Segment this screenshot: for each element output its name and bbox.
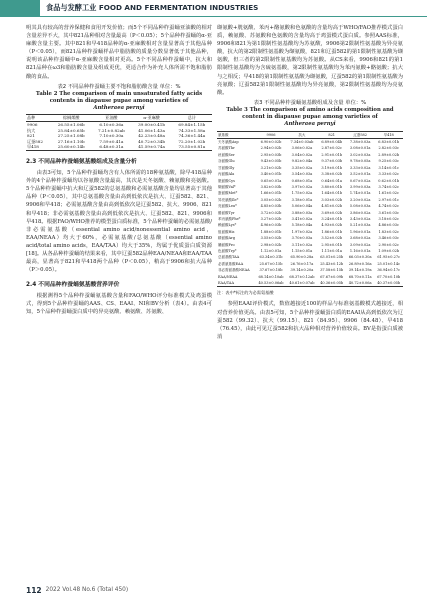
table-3-cell: 2.95±0.01b: [321, 242, 343, 247]
left-paragraph-1: 明其具有较高的营养保健和食用开发价值；而5个不同品种柞蚕蛹亚油酸的相对含量差异不大，其中821品种相对含量最高（P＜0.05）；5个品种柞蚕蛹的α-亚麻酸含量主要。其中821和早418品种的α-亚麻酸相对含量显著高于其他品种（P＜0.05），而821品种柞蚕蛹样品中脂肪酸的质量分数显著低于其他品种，说明该品种柞蚕蛹中α-亚麻酸含量相对更高。5个不同品种柞蚕蛹中，抗大和821品种在ω3和脂肪酸含量及组成更优，更适合作为补充人体所需不饱和脂肪酸的食品。: [26, 25, 212, 80]
table-3-cell: 3.46±0.03c: [378, 236, 399, 241]
table-3-cell: 9.82±0.04a: [291, 159, 313, 164]
table-3-cell: 3.97±0.02a: [291, 184, 313, 189]
table-2-cell: 39.00±0.41b: [138, 122, 165, 128]
table-3-cell: EAA/TAA: [217, 280, 256, 287]
table-2-header-cell: 亚油酸: [91, 115, 131, 122]
header-accent-block: [0, 0, 40, 17]
table-3-cell: 1.97±0.02a: [291, 229, 313, 234]
table-3-cell: 2.91±0.01b: [321, 152, 343, 157]
table-3-header-cell: 9906: [256, 131, 287, 138]
table-3-header-cell: 821: [317, 131, 346, 138]
table-2-cell: 7.10±0.30a: [99, 133, 124, 139]
left-paragraph-3: 根据测得5个品种柞蚕蛹氨基酸含量和FAO/WHO评分标准模式及鸡蛋模式，得到5个品种柞蚕蛹的AAS、CS、EAAI、NI和BV分析（表4）。由表4可知，5个品种柞蚕蛹蛋白质中的异亮氨酸、赖氨酸、苏氨酸、: [26, 293, 212, 316]
table-2-cell: 69.84±1.15b: [178, 122, 206, 128]
table-3-cell: 9.43±0.05b: [260, 159, 282, 164]
table-3-cell: 0.68±0.01a: [291, 178, 313, 183]
table-3-cell: 3.61±0.03c: [378, 210, 399, 215]
table-3-cell: 3.20±0.02a: [349, 197, 371, 202]
table-3-cell: 3.80±0.01b: [321, 184, 343, 189]
table-3-cell: 1.74±0.01a: [349, 191, 371, 196]
right-paragraph-1: 缬氨酸+胱氨酸、苯丙+酪氨酸和色氨酸的含量均高于WHO/FAO推荐模式蛋白质，赖氨酸、苏氨酸和色氨酸的含量均高于鸡蛋模式蛋白质。参照AAS标准，9906和821为第1限制性氨基酸均为苏氨酸，9906第2限制性氨基酸为异亮氨酸，抗大的第2限制性氨基酸为缬氨酸，821和辽蚕582的第1限制性氨基酸为缬氨酸，但三者的第2限制性氨基酸均为苏氨酸。从CS来看，9906和821的第1限制性氨基酸均为含硫氨基酸，第2限制性氨基酸均为苯丙氨酸+酪氨酸；抗大与之相反；早418的第1限制性氨基酸为缬氨酸，辽蚕582的第1限制性氨基酸为亮氨酸；辽蚕582第1限制性氨基酸均为异亮氨酸，第2限制性氨基酸均为亮氨酸。: [217, 25, 403, 96]
table-3-cell: 1.12±0.01a: [260, 248, 282, 253]
table-3-cell: 4.85±0.03b: [260, 204, 282, 209]
table-3-cell: 2.98±0.02b: [260, 242, 282, 247]
table-3-cell: 40.61±0.07ab: [286, 280, 317, 287]
table-2-cell: 821: [27, 133, 35, 139]
table-2-cell: 辽蚕582: [27, 138, 44, 144]
table-3-cell: 40.36±0.05b: [317, 280, 346, 287]
table-2-cell: 27.16±1.10b: [57, 138, 85, 144]
table-2-cell: 7.59±0.41a: [99, 138, 124, 144]
table-3-cell: 0.65±0.01a: [260, 178, 282, 183]
table-3-header-cell: 氨基酸: [217, 131, 256, 138]
table-2: [26, 114, 212, 151]
table-3-cell: EAA/NEAA: [218, 274, 238, 279]
table-3-cell: 61.95±0.27c: [377, 255, 401, 260]
table-3-cell: 必需氨基酸EAA: [218, 261, 244, 266]
table-3-cell: 2.97±0.01c: [378, 197, 399, 202]
table-3-cell: 40.37±0.05b: [374, 280, 403, 287]
table-2-caption-en-line2: contents in diapause pupae among varieties of: [49, 98, 189, 105]
table-2-cell: 早418: [26, 144, 51, 150]
table-2-cell: 6.48±0.31a: [91, 144, 131, 150]
table-3-header-cell: 早418: [374, 131, 403, 138]
table-3-cell: 3.43±0.02a: [349, 216, 371, 221]
table-3-cell: 3.04±0.02a: [291, 152, 313, 157]
table-3-cell: 1.96±0.01a: [349, 229, 371, 234]
table-3-cell: 68.70±0.11a: [348, 274, 372, 279]
table-2-header-cell: α-亚麻酸: [131, 115, 171, 122]
table-2-cell: 41.06±1.43a: [138, 127, 165, 133]
table-3-cell: 3.86±0.02a: [349, 210, 371, 215]
table-3-row: [217, 139, 403, 146]
table-3-note: 注：表中*标注的为必需氨基酸: [217, 290, 274, 296]
table-3-cell: 5.18±0.04a: [291, 223, 313, 228]
table-3-row: [217, 280, 403, 287]
table-3-cell: 3.18±0.01a: [291, 197, 313, 202]
table-3-cell: 3.11±0.02a: [291, 242, 313, 247]
table-3-cell: 2.95±0.03b: [260, 152, 282, 157]
table-3-header-cell: 辽蚕582: [346, 131, 374, 138]
table-3-cell: 3.05±0.02b: [260, 197, 282, 202]
table-3-cell: 3.38±0.02b: [321, 172, 343, 177]
table-3-cell: 丙氨酸Ala: [218, 172, 235, 177]
table-3-cell: 6.90±0.02b: [260, 140, 282, 145]
table-3-caption-en-line2: content in diapause pupae among varieties of: [242, 114, 378, 121]
table-3-cell: 非必需氨基酸NEAA: [218, 268, 250, 273]
table-3-cell: 39.14±0.20a: [290, 268, 314, 273]
table-3-cell: 6.83±0.01b: [378, 140, 400, 145]
table-3-cell: 6.89±0.04b: [321, 140, 343, 145]
table-2-cell: 25.60±0.14b: [51, 144, 91, 150]
table-3-cell: 4.74±0.02c: [378, 204, 399, 209]
table-3-cell: 异亮氨酸Ile*: [218, 197, 239, 202]
table-3-cell: 1.15±0.01a: [291, 248, 313, 253]
table-3-cell: 1.86±0.01b: [321, 229, 343, 234]
table-2-row: [26, 144, 212, 150]
table-3-cell: 脯氨酸Pro: [218, 242, 235, 247]
table-2-cell: 抗大: [27, 127, 36, 133]
table-3-cell: 2.89±0.02b: [378, 152, 400, 157]
table-3-cell: 总氨基酸TAA: [218, 255, 240, 260]
table-3-cell: 3.35±0.02a: [291, 165, 313, 170]
table-3-cell: 40.53±0.06ab: [256, 280, 287, 287]
table-3-cell: 谷氨酸Glu: [218, 159, 235, 164]
table-3-cell: 3.18±0.02c: [378, 216, 399, 221]
issue-info: 2022 Vol.48 No.6 (Total 450): [45, 587, 129, 593]
table-3-cell: 缬氨酸Val*: [218, 184, 236, 189]
table-3-cell: 精氨酸Arg: [218, 236, 235, 241]
table-3-cell: 67.67±0.09b: [320, 274, 344, 279]
table-3-cell: 39.14±0.19a: [348, 268, 372, 273]
table-2-cell: 40.72±0.34b: [138, 138, 165, 144]
table-3-cell: 1.88±0.01b: [260, 229, 282, 234]
table-3-cell: 2.82±0.03c: [378, 146, 399, 151]
table-3-caption-species: Antheraea pernyi: [284, 121, 336, 128]
table-3-cell: 3.40±0.01b: [260, 172, 282, 177]
table-3-cell: 66.03±0.30a: [348, 255, 372, 260]
table-3-cell: 9.37±0.03b: [321, 159, 343, 164]
table-3-cell: 25.43±0.12b: [320, 261, 344, 266]
table-3-cell: 5.06±0.04a: [291, 204, 313, 209]
table-3-cell: 3.88±0.03a: [291, 210, 313, 215]
table-2-cell: 74.33±1.58a: [178, 127, 206, 133]
table-3-cell: 68.37±0.12ab: [289, 274, 315, 279]
section-2-4-heading: 2.4 不同品种柞蚕蛹氨基酸营养评价: [26, 282, 120, 289]
table-3-cell: 37.67±0.18b: [259, 268, 283, 273]
table-3-cell: 3.52±0.02b: [321, 236, 343, 241]
table-3-cell: 7.38±0.03a: [349, 140, 371, 145]
table-3-cell: 3.24±0.01b: [321, 216, 343, 221]
table-3-cell: 9.25±0.03c: [378, 159, 399, 164]
table-3-cell: 3.82±0.03b: [260, 184, 282, 189]
table-3-cell: 赖氨酸Lys*: [218, 223, 237, 228]
table-3-cell: 组氨酸His: [218, 229, 235, 234]
table-3-cell: 3.33±0.02c: [378, 172, 399, 177]
table-3-cell: 1.64±0.01b: [321, 191, 343, 196]
table-3: [217, 131, 403, 288]
table-3-header-cell: 抗大: [286, 131, 317, 138]
table-2-cell: 42.23±0.48a: [138, 133, 165, 139]
table-3-cell: 3.14±0.01c: [378, 165, 399, 170]
table-2-caption-species: Antheraea pernyi: [93, 105, 145, 112]
table-3-cell: 1.09±0.02b: [378, 248, 400, 253]
journal-title: 食品与发酵工业 FOOD AND FERMENTATION INDUSTRIES: [46, 3, 259, 12]
table-3-cell: 3.08±0.01a: [349, 146, 371, 151]
section-2-3-heading: 2.3 不同品种柞蚕蛹氨基酸组成及含量分析: [26, 159, 137, 166]
table-3-cell: 苯丙氨酸Phe*: [218, 216, 241, 221]
journal-header: [0, 0, 427, 17]
right-paragraph-2: 参照EAAI评价模式，数值越接近100的样品与标准氨基酸模式越接近，相对营养价值更高。由表5可知，5个品种柞蚕蛹蛋白质的EAAI从高到低依次为辽蚕582（99.32）、抗大（99.15）、821（84.95）、9906（84.48）、早418（76.45），由此可见辽蚕582和抗大品种相对营养价值较高。BV是指蛋白质被消: [217, 301, 403, 340]
table-2-cell: 41.59±0.74a: [131, 144, 171, 150]
table-3-cell: 4.96±0.03b: [260, 223, 282, 228]
table-3-cell: 3.41±0.02a: [291, 216, 313, 221]
table-3-cell: 63.34±0.31b: [259, 255, 283, 260]
table-3-cell: 36.94±0.17c: [377, 268, 401, 273]
table-2-cell: 73.55±0.81a: [172, 144, 212, 150]
table-3-cell: 25.67±0.15b: [259, 261, 283, 266]
table-3-cell: 0.64±0.01a: [321, 178, 342, 183]
header-rule: [0, 16, 427, 17]
table-3-cell: 4.81±0.02b: [321, 204, 343, 209]
table-2-cell: 27.25±1.08b: [57, 133, 85, 139]
table-3-cell: 4.93±0.02b: [321, 223, 343, 228]
table-3-cell: 1.11±0.01a: [321, 248, 342, 253]
table-2-caption: [26, 84, 212, 113]
table-3-cell: 3.74±0.02c: [378, 184, 399, 189]
table-3-cell: 3.70±0.03a: [291, 236, 313, 241]
table-3-cell: 3.68±0.02a: [349, 236, 371, 241]
table-3-cell: 63.01±0.25b: [320, 255, 344, 260]
table-2-header-cell: 棕榈烯酸: [51, 115, 91, 122]
table-3-cell: 26.76±0.17a: [290, 261, 314, 266]
table-3-cell: 37.58±0.15b: [320, 268, 344, 273]
table-3-cell: 苏氨酸Thr: [218, 146, 235, 151]
table-3-cell: 1.16±0.01a: [349, 248, 371, 253]
table-3-cell: 天冬氨酸Asp: [218, 140, 239, 145]
table-3-cell: 1.66±0.01b: [260, 191, 282, 196]
table-3-cell: 2.90±0.02c: [378, 242, 399, 247]
page-number: 112: [26, 585, 42, 595]
table-2-caption-en-line1: Table 2 The comparison of main unsaturated fatty acids: [35, 90, 203, 97]
table-3-cell: 1.83±0.02c: [378, 229, 399, 234]
table-3-cell: 甘氨酸Gly: [218, 165, 235, 170]
table-2-cell: 7.21±0.82ab: [98, 127, 125, 133]
table-3-cell: 3.99±0.03a: [349, 184, 371, 189]
table-3-cell: 65.90±0.28a: [290, 255, 314, 260]
table-3-cell: 3.03±0.02b: [321, 197, 343, 202]
table-3-cell: 5.21±0.03a: [349, 223, 371, 228]
table-3-cell: 3.54±0.03a: [291, 172, 313, 177]
table-3-cell: 26.89±0.16a: [348, 261, 372, 266]
table-3-cell: 0.67±0.02a: [349, 178, 371, 183]
table-3-cell: 酪氨酸Tyr: [218, 210, 235, 215]
table-3-cell: 25.01±0.14c: [377, 261, 401, 266]
table-3-cell: 3.52±0.01a: [349, 172, 371, 177]
table-3-cell: 4.86±0.03c: [378, 223, 399, 228]
table-3-cell: 3.21±0.02b: [260, 165, 282, 170]
table-3-caption-zh: 表3 不同品种柞蚕蛹氨基酸组成及含量 单位：%: [253, 99, 367, 106]
table-2-caption-zh: 表2 不同品种柞蚕蛹主要不饱和脂肪酸含量 单位：%: [57, 83, 181, 90]
table-3-cell: 3.09±0.02a: [349, 242, 371, 247]
table-3-cell: 2.94±0.02b: [260, 146, 282, 151]
table-2-cell: 26.55±1.06b: [57, 122, 85, 128]
table-3-cell: 3.06±0.02a: [291, 146, 313, 151]
page-footer: [26, 584, 128, 596]
table-3-cell: 3.27±0.02b: [260, 216, 282, 221]
table-3-cell: 1.61±0.02c: [378, 191, 399, 196]
table-3-cell: 68.14±0.10ab: [258, 274, 284, 279]
table-2-cell: 74.36±1.44a: [178, 133, 206, 139]
right-column: [217, 24, 403, 341]
table-3-caption-en-line1: Table 3 The comparison of amino acids composition and: [226, 107, 394, 114]
left-column: [26, 24, 212, 317]
table-2-header-cell: 总计: [172, 115, 212, 122]
table-3-cell: 67.70±0.10b: [377, 274, 401, 279]
table-3-cell: 3.02±0.03a: [349, 152, 371, 157]
table-2-cell: 25.84±0.65b: [57, 127, 85, 133]
table-3-cell: 蛋氨酸Met*: [218, 191, 238, 196]
table-3-cell: 40.72±0.06a: [346, 280, 374, 287]
table-2-header-cell: 品种: [26, 115, 51, 122]
table-3-cell: 1.75±0.02a: [291, 191, 313, 196]
table-3-cell: 5.08±0.03a: [349, 204, 371, 209]
table-2-cell: 6.10±0.36a: [99, 122, 124, 128]
table-3-cell: 3.55±0.02b: [260, 236, 282, 241]
table-3-caption: [217, 100, 403, 129]
table-3-cell: 3.33±0.02a: [349, 165, 371, 170]
table-3-cell: 胱氨酸Cys: [218, 178, 235, 183]
table-3-cell: 2.87±0.02c: [321, 146, 342, 151]
table-2-cell: 72.20±1.02b: [178, 138, 206, 144]
table-3-cell: 7.34±0.03ab: [290, 140, 314, 145]
table-3-cell: 3.19±0.01b: [321, 165, 343, 170]
table-3-cell: 3.69±0.02b: [321, 210, 343, 215]
table-2-cell: 9906: [27, 122, 38, 128]
table-3-cell: 3.72±0.02b: [260, 210, 282, 215]
table-3-cell: 色氨酸Trp*: [218, 248, 237, 253]
table-3-cell: 0.62±0.01b: [378, 178, 400, 183]
table-3-cell: 9.78±0.05a: [349, 159, 371, 164]
left-paragraph-2: 由表3可知，5个品种柞蚕蛹均含有人体所需的18种氨基酸，除早418品种外的4个品种柞蚕蛹均以谷氨酸含量最高，其次是天冬氨酸、赖氨酸和亮氨酸。5个品种柞蚕蛹中抗大和辽蚕582的总氨基酸和必需氨基酸含量均显著高于其他品种（P＜0.05），其中总氨基酸含量由高到低依次是抗大、辽蚕582、821、9906和早418；必需氨基酸含量由高到低依次是辽蚕582、抗大、9906、821和早418；非必需氨基酸含量由高到低依次是抗大、辽蚕582、821、9906和早418。根据FAO/WHO推荐的模型蛋白质标准，5个品种柞蚕蛹的必需氨基酸/非必需氨基酸（essential amino acid/nonessential amino acid，EAA/NEAA）均大于60%，必需氨基酸/总氨基酸（essential amino acid/total amino acids，EAA/TAA）均大于35%，均属于优质蛋白质资源[18]。从各品种柞蚕蛹的结果来看，其中辽蚕582品种EAA/NEAA和EAA/TAA最高，显著高于821和早418两个品种（P＜0.05），稍高于9906和抗大品种（P＞0.05）。: [26, 170, 212, 274]
table-3-cell: 丝氨酸Ser: [218, 152, 235, 157]
table-3-cell: 亮氨酸Leu*: [218, 204, 237, 209]
